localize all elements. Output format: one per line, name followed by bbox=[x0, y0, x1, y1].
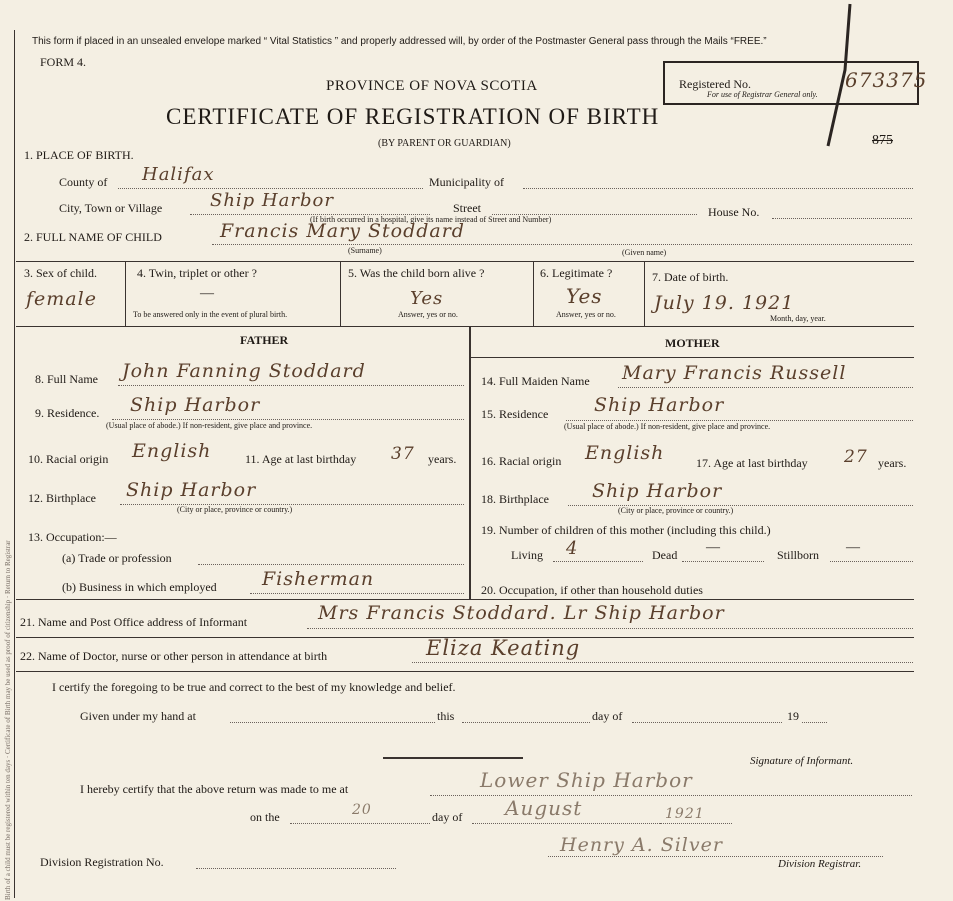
stamp-number: 875 bbox=[872, 133, 893, 148]
father-residence-line bbox=[112, 419, 464, 420]
father-name-value: John Fanning Stoddard bbox=[122, 360, 366, 382]
father-name-label: 8. Full Name bbox=[35, 372, 98, 386]
father-heading: FATHER bbox=[240, 333, 289, 347]
informant-line bbox=[307, 628, 913, 629]
father-years-label: years. bbox=[428, 452, 457, 466]
return-place-value: Lower Ship Harbor bbox=[480, 768, 693, 792]
mother-birthplace-label: 18. Birthplace bbox=[481, 492, 549, 506]
registrar-note: For use of Registrar General only. bbox=[707, 90, 818, 99]
mother-birthplace-note: (City or place, province or country.) bbox=[618, 506, 734, 515]
sex-value: female bbox=[26, 288, 97, 310]
father-birthplace-label: 12. Birthplace bbox=[28, 491, 96, 505]
doctor-value: Eliza Keating bbox=[426, 636, 581, 660]
day-of2-label: day of bbox=[432, 810, 463, 824]
municipality-line bbox=[523, 188, 913, 189]
living-line bbox=[553, 561, 643, 562]
col-divider-3 bbox=[533, 261, 534, 326]
on-the-line bbox=[290, 823, 430, 824]
stillborn-line bbox=[830, 561, 913, 562]
division-registrar-label: Division Registrar. bbox=[778, 858, 862, 870]
certify-statement: I certify the foregoing to be true and correct to the best of my knowledge and belief. bbox=[52, 680, 456, 694]
year-value: 1921 bbox=[665, 806, 705, 822]
mother-residence-note: (Usual place of abode.) If non-resident, give place and province. bbox=[564, 422, 771, 431]
legitimate-value: Yes bbox=[566, 284, 603, 308]
stillborn-value: — bbox=[846, 540, 860, 555]
surname-note: (Surname) bbox=[348, 246, 382, 255]
rule-doctor-bottom bbox=[16, 671, 914, 672]
margin-note: Birth of a child must be registered within ten days · Certificate of Birth may be used as proof of citizenship · Return to Registrar bbox=[4, 540, 12, 900]
street-label: Street bbox=[453, 201, 481, 215]
born-alive-label: 5. Was the child born alive ? bbox=[348, 266, 485, 280]
division-reg-label: Division Registration No. bbox=[40, 855, 164, 869]
registered-label: Registered No. bbox=[679, 77, 751, 91]
mother-occupation-label: 20. Occupation, if other than household duties bbox=[481, 583, 703, 597]
page-subtitle: (BY PARENT OR GUARDIAN) bbox=[378, 138, 511, 149]
father-name-line bbox=[118, 385, 464, 386]
child-name-line bbox=[212, 244, 912, 245]
living-value: 4 bbox=[566, 538, 579, 559]
father-business-value: Fisherman bbox=[262, 568, 375, 590]
living-label: Living bbox=[511, 548, 543, 562]
page-title: CERTIFICATE OF REGISTRATION OF BIRTH bbox=[166, 104, 660, 129]
father-trade-label: (a) Trade or profession bbox=[62, 551, 172, 565]
mother-racial-label: 16. Racial origin bbox=[481, 454, 562, 468]
county-line bbox=[118, 188, 423, 189]
col-divider-1 bbox=[125, 261, 126, 326]
dead-line bbox=[682, 561, 764, 562]
mother-racial-value: English bbox=[585, 442, 665, 464]
rule-mother-head bbox=[470, 357, 914, 358]
col-divider-4 bbox=[644, 261, 645, 326]
mother-birthplace-value: Ship Harbor bbox=[592, 480, 723, 502]
registered-number: 673375 bbox=[845, 68, 928, 92]
given-name-note: (Given name) bbox=[622, 248, 667, 257]
ink-stroke-mark bbox=[810, 0, 860, 150]
dob-note: Month, day, year. bbox=[770, 314, 826, 323]
city-value: Ship Harbor bbox=[210, 190, 334, 211]
month-line bbox=[472, 823, 662, 824]
legitimate-label: 6. Legitimate ? bbox=[540, 266, 613, 280]
father-residence-value: Ship Harbor bbox=[130, 394, 261, 416]
father-residence-label: 9. Residence. bbox=[35, 406, 100, 420]
house-line bbox=[772, 218, 912, 219]
on-day-value: 20 bbox=[352, 802, 372, 818]
child-name-label: 2. FULL NAME OF CHILD bbox=[24, 230, 162, 244]
municipality-label: Municipality of bbox=[429, 175, 504, 189]
year-prefix: 19 bbox=[787, 709, 799, 723]
on-the-label: on the bbox=[250, 810, 280, 824]
informant-value: Mrs Francis Stoddard. Lr Ship Harbor bbox=[318, 602, 725, 624]
father-birthplace-note: (City or place, province or country.) bbox=[177, 505, 293, 514]
father-age-value: 37 bbox=[391, 444, 415, 464]
parent-divider bbox=[469, 326, 471, 599]
mother-residence-line bbox=[566, 420, 913, 421]
legitimate-note: Answer, yes or no. bbox=[556, 310, 616, 319]
left-margin-rule bbox=[14, 30, 15, 898]
father-occupation-label: 13. Occupation:— bbox=[28, 530, 117, 544]
mother-years-label: years. bbox=[878, 456, 907, 470]
dob-value: July 19. 1921 bbox=[654, 292, 795, 314]
month-value: August bbox=[505, 796, 583, 820]
born-alive-note: Answer, yes or no. bbox=[398, 310, 458, 319]
year-line-2 bbox=[660, 823, 732, 824]
mother-age-value: 27 bbox=[844, 447, 868, 467]
informant-signature-label: Signature of Informant. bbox=[750, 755, 854, 767]
mother-residence-label: 15. Residence bbox=[481, 407, 549, 421]
doctor-line bbox=[412, 662, 913, 663]
mother-age-label: 17. Age at last birthday bbox=[696, 456, 808, 470]
father-residence-note: (Usual place of abode.) If non-resident, give place and province. bbox=[106, 421, 313, 430]
col-divider-2 bbox=[340, 261, 341, 326]
signature-rule bbox=[383, 757, 523, 759]
rule-row3-top bbox=[16, 261, 914, 262]
mother-name-label: 14. Full Maiden Name bbox=[481, 374, 590, 388]
return-place-line bbox=[430, 795, 912, 796]
day-of-label: day of bbox=[592, 709, 623, 723]
father-trade-line bbox=[198, 564, 464, 565]
given-place-line bbox=[230, 722, 435, 723]
informant-label: 21. Name and Post Office address of Informant bbox=[20, 615, 248, 629]
twin-label: 4. Twin, triplet or other ? bbox=[137, 266, 257, 280]
year-line bbox=[802, 722, 827, 723]
mother-name-value: Mary Francis Russell bbox=[622, 362, 847, 384]
father-racial-label: 10. Racial origin bbox=[28, 452, 109, 466]
doctor-label: 22. Name of Doctor, nurse or other person in attendance at birth bbox=[20, 649, 328, 663]
mother-children-label: 19. Number of children of this mother (including this child.) bbox=[481, 523, 771, 537]
twin-note: To be answered only in the event of plural birth. bbox=[133, 310, 288, 319]
father-racial-value: English bbox=[132, 440, 212, 462]
rule-parents-bottom bbox=[16, 599, 914, 600]
sex-label: 3. Sex of child. bbox=[24, 266, 97, 280]
father-birthplace-value: Ship Harbor bbox=[126, 479, 257, 501]
mother-heading: MOTHER bbox=[665, 336, 720, 350]
dob-label: 7. Date of birth. bbox=[652, 270, 729, 284]
hospital-note: (If birth occurred in a hospital, give its name instead of Street and Number) bbox=[310, 215, 552, 224]
rule-row3-bottom bbox=[16, 326, 914, 327]
child-name-value: Francis Mary Stoddard bbox=[220, 220, 465, 242]
father-age-label: 11. Age at last birthday bbox=[245, 452, 357, 466]
registrar-signature: Henry A. Silver bbox=[560, 834, 723, 856]
stillborn-label: Stillborn bbox=[777, 548, 820, 562]
dead-value: — bbox=[706, 540, 720, 555]
county-value: Halifax bbox=[142, 164, 215, 185]
city-label: City, Town or Village bbox=[59, 201, 163, 215]
form-number: FORM 4. bbox=[40, 55, 87, 69]
born-alive-value: Yes bbox=[410, 288, 444, 309]
registration-box bbox=[663, 61, 928, 105]
mother-name-line bbox=[618, 387, 913, 388]
province-heading: PROVINCE OF NOVA SCOTIA bbox=[326, 78, 538, 94]
return-label: I hereby certify that the above return was made to me at bbox=[80, 782, 349, 796]
mail-notice: This form if placed in an unsealed envelope marked “ Vital Statistics ” and properly addressed will, by order of the Postmaster General pass through the Mails “FREE.” bbox=[32, 36, 767, 47]
father-business-line bbox=[250, 593, 464, 594]
mother-residence-value: Ship Harbor bbox=[594, 394, 725, 416]
twin-value: — bbox=[200, 286, 214, 301]
registrar-signature-line bbox=[548, 856, 883, 857]
given-under-label: Given under my hand at bbox=[80, 709, 196, 723]
house-label: House No. bbox=[708, 205, 760, 219]
dead-label: Dead bbox=[652, 548, 678, 562]
day-of-line bbox=[632, 722, 782, 723]
place-of-birth-heading: 1. PLACE OF BIRTH. bbox=[24, 148, 134, 162]
county-label: County of bbox=[59, 175, 108, 189]
this-day-line bbox=[462, 722, 590, 723]
father-business-label: (b) Business in which employed bbox=[62, 580, 217, 594]
division-reg-line bbox=[196, 868, 396, 869]
this-label: this bbox=[437, 709, 455, 723]
